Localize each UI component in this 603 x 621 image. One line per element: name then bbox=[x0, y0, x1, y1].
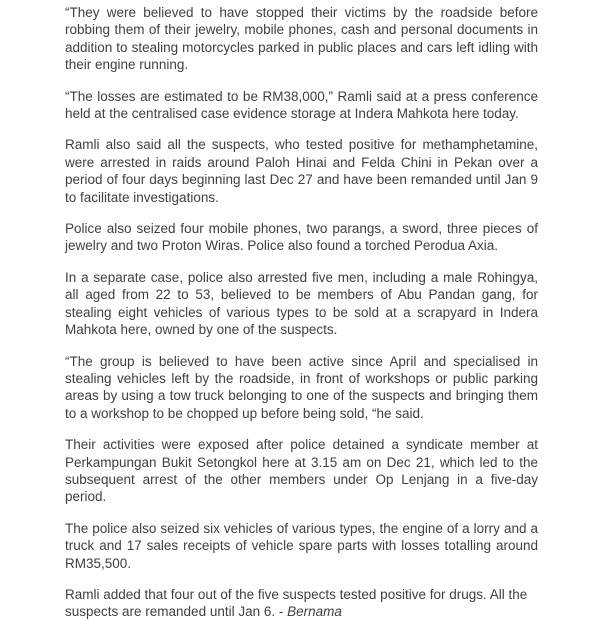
article-paragraph: Police also seized four mobile phones, two parangs, a sword, three pieces of jewelry and two Proton Wiras. Police also found a torched Perodua Axia. bbox=[65, 221, 538, 254]
article-closing-paragraph bbox=[65, 586, 538, 621]
article-paragraph: “The group is believed to have been active since April and specialised in stealing vehicles left by the roadside, in front of workshops or public parking areas by using a tow truck belonging to one of the suspects and bringing them to a workshop to be chopped up before being sold, “he said. bbox=[65, 353, 538, 421]
article-paragraph: “They were believed to have stopped their victims by the roadside before robbing them of their jewelry, mobile phones, cash and personal documents in addition to stealing motorcycles parked in public places and cars left idling with their engine running. bbox=[65, 5, 538, 73]
news-agency-credit: Bernama bbox=[287, 604, 342, 620]
article-paragraph: The police also seized six vehicles of various types, the engine of a lorry and a truck and 17 sales receipts of vehicle spare parts with losses totalling around RM35,500. bbox=[65, 520, 538, 571]
closing-text: Ramli added that four out of the five suspects tested positive for drugs. All the suspects are remanded until Jan 6. - bbox=[65, 586, 528, 620]
article-paragraph: In a separate case, police also arrested five men, including a male Rohingya, all aged from 22 to 53, believed to be members of Abu Pandan gang, for stealing eight vehicles of various types to be sold at a scrapyard in Indera Mahkota here, owned by one of the suspects. bbox=[65, 269, 538, 338]
article-paragraphs bbox=[65, 4, 538, 572]
article-paragraph: Their activities were exposed after police detained a syndicate member at Perkampungan Bukit Setongkol here at 3.15 am on Dec 21, which led to the subsequent arrest of the other members under Op Lenjang in a five-day period. bbox=[65, 437, 538, 505]
article-body bbox=[65, 4, 538, 621]
article-paragraph: Ramli also said all the suspects, who tested positive for methamphetamine, were arrested in raids around Paloh Hinai and Felda Chini in Pekan over a period of four days beginning last Dec 27 and have been remanded until Jan 9 to facilitate investigations. bbox=[65, 137, 538, 205]
article-paragraph: “The losses are estimated to be RM38,000,” Ramli said at a press conference held at the centralised case evidence storage at Indera Mahkota here today. bbox=[65, 88, 538, 122]
